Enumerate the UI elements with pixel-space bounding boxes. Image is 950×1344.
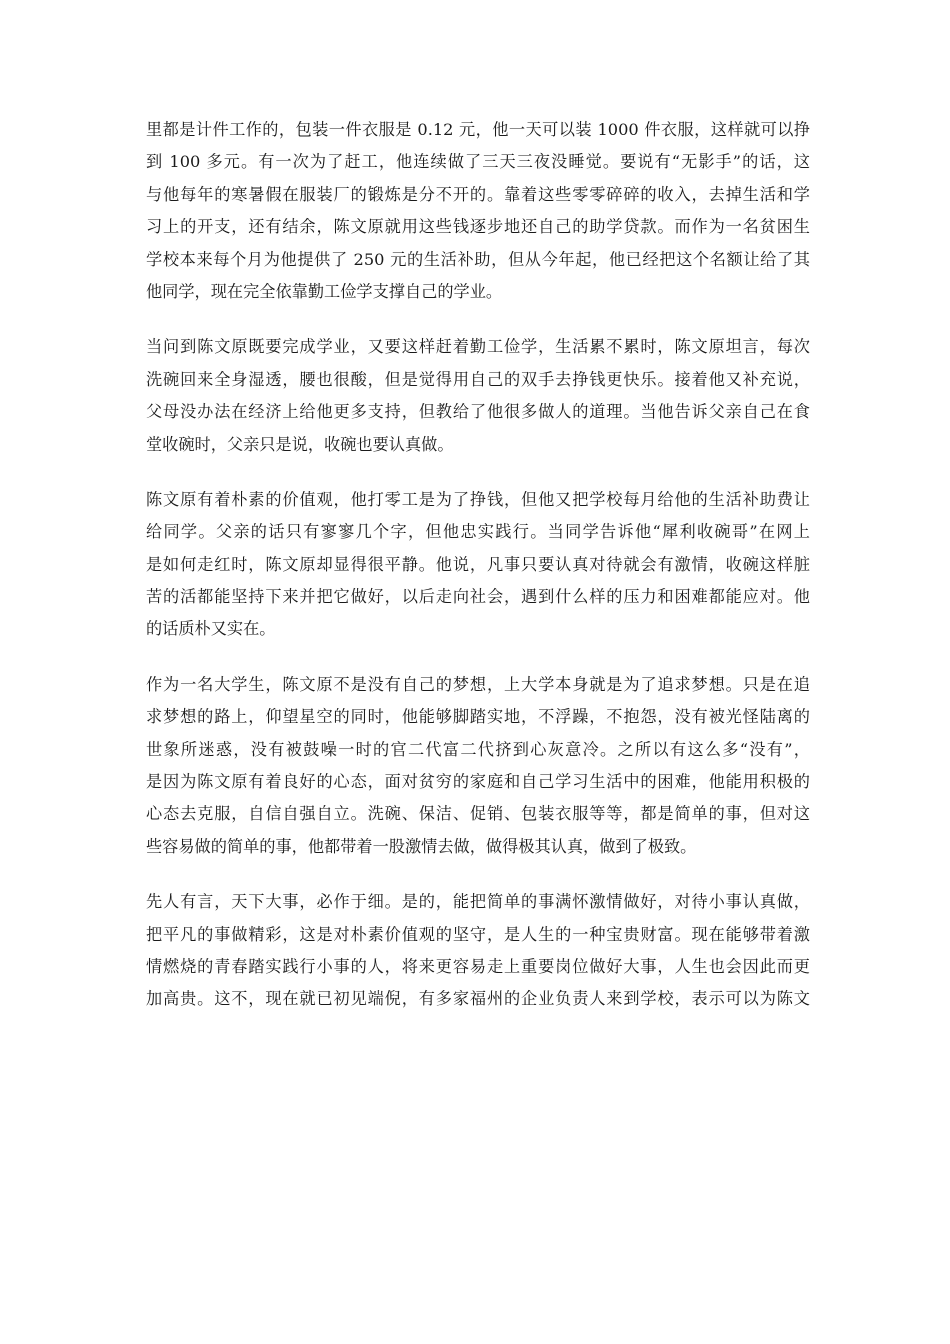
- text-line: 求梦想的路上，仰望星空的同时，他能够脚踏实地，不浮躁，不抱怨，没有被光怪陆离的: [146, 707, 810, 727]
- paragraph-5: [146, 886, 810, 1016]
- text-line: 学校本来每个月为他提供了 250 元的生活补助，但从今年起，他已经把这个名额让给了其: [146, 249, 810, 269]
- text-line: 给同学。父亲的话只有寥寥几个字，但他忠实践行。当同学告诉他“犀利收碗哥”在网上: [146, 522, 810, 542]
- text-line: 把平凡的事做精彩，这是对朴素价值观的坚守，是人生的一种宝贵财富。现在能够带着激: [146, 924, 810, 944]
- paragraph-4: [146, 669, 810, 863]
- paragraph-2: [146, 331, 810, 461]
- text-line: 父母没办法在经济上给他更多支持，但教给了他很多做人的道理。当他告诉父亲自己在食: [146, 402, 810, 422]
- text-line: 是因为陈文原有着良好的心态，面对贫穷的家庭和自己学习生活中的困难，他能用积极的: [146, 772, 810, 792]
- paragraph-1: [146, 114, 810, 308]
- text-line: 洗碗回来全身湿透，腰也很酸，但是觉得用自己的双手去挣钱更快乐。接着他又补充说，: [146, 369, 810, 389]
- text-line: 心态去克服，自信自强自立。洗碗、保洁、促销、包装衣服等等，都是简单的事，但对这: [146, 804, 810, 824]
- text-line: 世象所迷惑，没有被鼓噪一时的官二代富二代挤到心灰意冷。之所以有这么多“没有”，: [146, 739, 810, 759]
- text-line: 作为一名大学生，陈文原不是没有自己的梦想，上大学本身就是为了追求梦想。只是在追: [146, 674, 810, 694]
- text-line: 到 100 多元。有一次为了赶工，他连续做了三天三夜没睡觉。要说有“无影手”的话，这: [146, 152, 810, 172]
- text-line: 的话质朴又实在。: [146, 619, 276, 639]
- paragraph-3: [146, 484, 810, 646]
- text-line: 是如何走红时，陈文原却显得很平静。他说，凡事只要认真对待就会有激情，收碗这样脏: [146, 554, 810, 574]
- text-line: 情燃烧的青春踏实践行小事的人，将来更容易走上重要岗位做好大事，人生也会因此而更: [146, 956, 810, 976]
- text-line: 苦的活都能坚持下来并把它做好，以后走向社会，遇到什么样的压力和困难都能应对。他: [146, 587, 810, 607]
- text-line: 堂收碗时，父亲只是说，收碗也要认真做。: [146, 434, 454, 454]
- text-line: 些容易做的简单的事，他都带着一股激情去做，做得极其认真，做到了极致。: [146, 836, 697, 856]
- text-line: 里都是计件工作的，包装一件衣服是 0.12 元，他一天可以装 1000 件衣服，这样就可以挣: [146, 120, 810, 139]
- text-line: 当问到陈文原既要完成学业，又要这样赶着勤工俭学，生活累不累时，陈文原坦言，每次: [146, 337, 810, 357]
- text-line: 陈文原有着朴素的价值观，他打零工是为了挣钱，但他又把学校每月给他的生活补助费让: [146, 489, 810, 509]
- text-line: 先人有言，天下大事，必作于细。是的，能把简单的事满怀激情做好，对待小事认真做，: [146, 892, 810, 912]
- text-line: 与他每年的寒暑假在服装厂的锻炼是分不开的。靠着这些零零碎碎的收入，去掉生活和学: [146, 184, 810, 204]
- text-line: 习上的开支，还有结余，陈文原就用这些钱逐步地还自己的助学贷款。而作为一名贫困生: [146, 217, 810, 237]
- text-line: 他同学，现在完全依靠勤工俭学支撑自己的学业。: [146, 281, 503, 301]
- text-line: 加高贵。这不，现在就已初见端倪，有多家福州的企业负责人来到学校，表示可以为陈文: [146, 989, 810, 1009]
- document-body: [146, 114, 810, 1039]
